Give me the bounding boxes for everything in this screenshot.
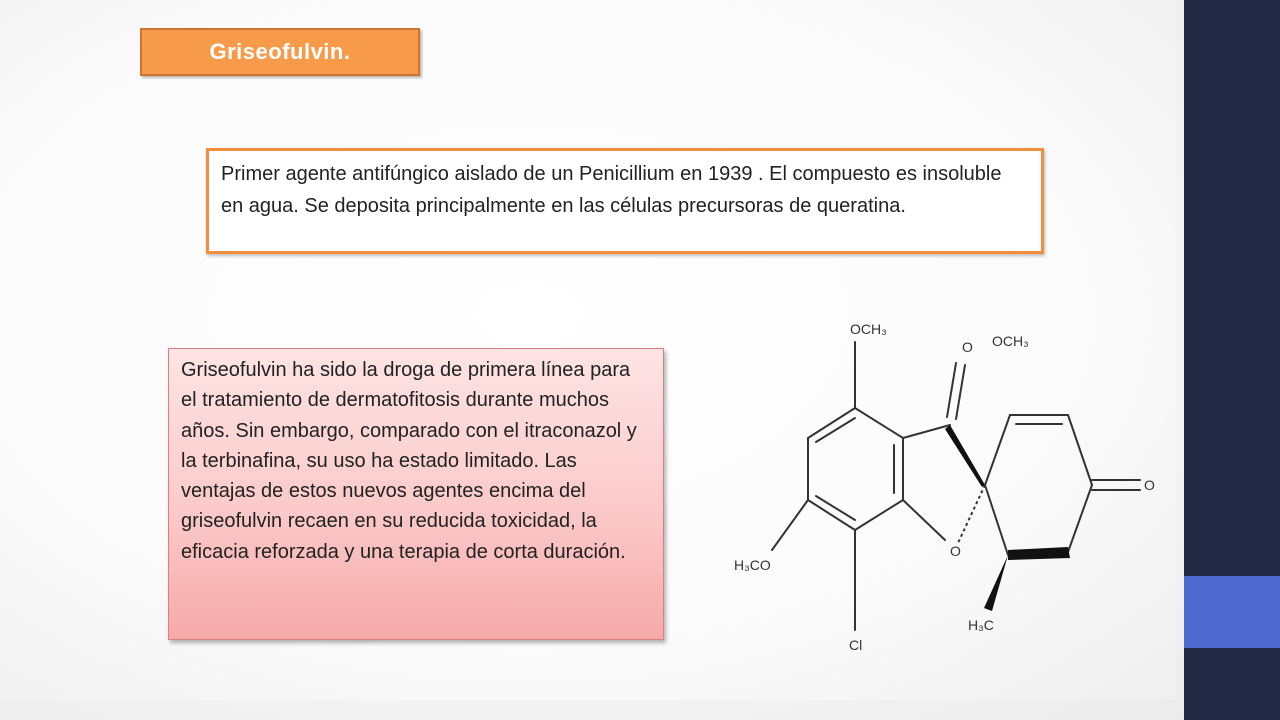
label-h3co: H₃CO — [734, 557, 771, 573]
info-paragraph: Griseofulvin ha sido la droga de primera línea para el tratamiento de dermatofitosis durante muchos años. Sin embargo, comparado con el itraconazol y la terbinafina, su uso ha estado limitado. Las ventajas de estos nuevos agentes encima del griseofulvin recaen en su reducida toxicidad, la eficacia reforzada y una terapia de corta duración. — [181, 359, 637, 563]
bond-benzene-3 — [855, 500, 903, 530]
bond-ring5-1 — [903, 425, 950, 438]
bond-ring5-2 — [903, 500, 945, 540]
intro-text-box — [206, 148, 1044, 254]
bond-ring6-4 — [1068, 485, 1092, 552]
label-cl: Cl — [849, 637, 863, 653]
title-box — [140, 28, 420, 76]
label-o-carbonyl: O — [962, 339, 973, 355]
wedge-spiro-carbonyl — [945, 425, 985, 487]
label-och3-top: OCH₃ — [850, 321, 887, 337]
wedge-ring6-bottom — [1008, 547, 1070, 560]
bond-ring6-6 — [985, 485, 1008, 555]
intro-paragraph: Primer agente antifúngico aislado de un Penicillium en 1939 . El compuesto es insoluble en agua. Se deposita principalmente en las células precursoras de queratina. — [221, 163, 1002, 217]
label-och3-right: OCH₃ — [992, 333, 1029, 349]
bond-ring6-1 — [985, 415, 1010, 485]
sidebar-accent-block — [1184, 576, 1280, 648]
bond-carbonyl-a — [956, 365, 965, 419]
info-text-box — [168, 348, 664, 640]
griseofulvin-structure-diagram — [720, 300, 1170, 660]
bond-carbonyl-b — [947, 363, 956, 417]
label-o-ketone: O — [1144, 477, 1155, 493]
label-o-ring: O — [950, 543, 961, 559]
bond-och3-left — [772, 500, 808, 550]
slide-title: Griseofulvin. — [209, 39, 351, 64]
bond-benzene-1 — [855, 408, 903, 438]
bond-ring6-3 — [1068, 415, 1092, 485]
hashed-bond-spiro-o — [958, 485, 985, 543]
label-h3c: H₃C — [968, 617, 994, 633]
wedge-methyl — [984, 555, 1008, 611]
